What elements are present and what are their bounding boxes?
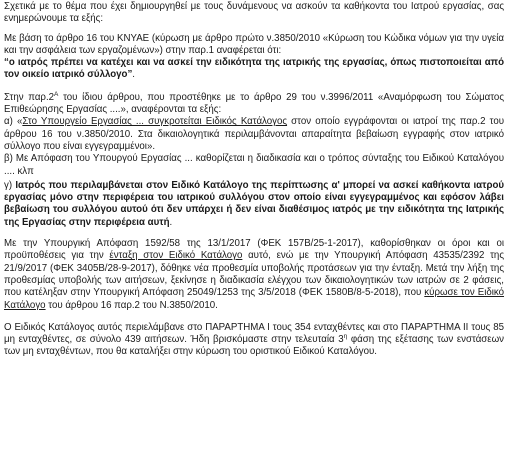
- ministerial-decision-paragraph: [4, 238, 504, 312]
- intro-text: Σχετικά με το θέμα που έχει δημιουργηθεί με τους δυνάμενους να ασκούν τα καθήκοντα του Ιατρού εργασίας, σας ενημερώνουμε τα εξής:: [4, 1, 504, 25]
- item-a-prefix: α) «: [4, 116, 23, 128]
- decision-text-3: του άρθρου 16 παρ.2 του Ν.3850/2010.: [45, 299, 218, 311]
- item-g-bold-text: Ιατρός που περιλαμβάνεται στον Ειδικό Κατάλογο της περίπτωσης α' μπορεί να ασκεί καθήκοντα ιατρού εργασίας μόνο στην περιφέρεια του ιατρικού συλλόγου στον οποίο είναι εγγεγραμμένος και εφόσον λάβει βεβαίωση του συλλόγου αυτού ότι δεν υπάρχει ή δεν είναι διαθέσιμος ιατρός με την ειδικότητα της Ιατρικής της Εργασίας στην περιφέρεια αυτή: [4, 179, 504, 228]
- item-b-paragraph: [4, 153, 504, 178]
- article-16-paragraph: [4, 33, 504, 82]
- item-g-end: .: [169, 216, 173, 228]
- par2a-superscript: Α: [54, 90, 59, 98]
- intro-paragraph: [4, 1, 504, 26]
- item-a-rest: στον οποίο εγγράφονται οι ιατροί της παρ.2 του άρθρου 16 του ν.3850/2010. Στα δικαιολογητικά περιλαμβάνονται απαραίτητα βεβαίωση εγγραφής στον ιατρικό σύλλογο που είναι εγγεγραμμένοι».: [4, 116, 505, 152]
- paragraph-2a-intro: [4, 92, 504, 117]
- catalogue-ratified-underlined-text: κύρωσε τον Ειδικό Κατάλογο: [4, 287, 505, 311]
- status-superscript: η: [343, 332, 348, 340]
- status-text-1: Ο Ειδικός Κατάλογος αυτός περιελάμβανε στο ΠΑΡΑΡΤΗΜΑ Ι τους 354 ενταχθέντες και στο ΠΑΡΑΡΤΗΜΑ ΙΙ τους 85 μη ενταχθέντες, σε σύνολο 439 αιτήσεων. Ήδη βρισκόμαστε στην τελευταία 3: [4, 321, 504, 346]
- status-text-2: φάση της εξέτασης των ενστάσεων των μη ενταχθέντων, που θα καταλήξει στην κύρωση του οριστικού Ειδικού Καταλόγου.: [4, 334, 504, 358]
- par2a-text-rest: του ίδιου άρθρου, που προστέθηκε με το άρθρο 29 του ν.3996/2011 «Αναμόρφωση του Σώματος Επιθεώρησης Εργασίας ....», αναφέρονται τα εξής:: [4, 91, 504, 116]
- item-g-prefix: γ): [4, 179, 16, 191]
- article-16-quote-end: .: [132, 69, 135, 81]
- decision-text-1: Με την Υπουργική Απόφαση 1592/58 της 13/1/2017 (ΦΕΚ 157Β/25-1-2017), καθορίσθηκαν οι όροι και οι προϋποθέσεις για την: [4, 238, 504, 262]
- article-16-text: Με βάση το άρθρο 16 του ΚΝΥΑΕ (κύρωση με άρθρο πρώτο ν.3850/2010 «Κύρωση του Κώδικα νόμων για την υγεία και την ασφάλεια των εργαζομένων») στην παρ.1 αναφέρεται ότι:: [4, 32, 504, 56]
- special-catalogue-underlined-text: Στο Υπουργείο Εργασίας ... συγκροτείται Ειδικός Κατάλογος: [22, 116, 288, 128]
- catalogue-inclusion-underlined-text: ένταξη στον Ειδικό Κατάλογο: [109, 250, 243, 262]
- par2a-text-start: Στην παρ.2: [4, 91, 55, 103]
- item-b-text: β) Με Απόφαση του Υπουργού Εργασίας ... καθορίζεται η διαδικασία και ο τρόπος σύνταξης του Ειδικού Καταλόγου .... κλπ: [4, 153, 504, 177]
- article-16-quote: “ο ιατρός πρέπει να κατέχει και να ασκεί την ειδικότητα της ιατρικής της εργασίας, όπως πιστοποιείται από τον οικείο ιατρικό σύλλογο”: [4, 57, 504, 81]
- decision-text-2: αυτό, ενώ με την Υπουργική Απόφαση 43535/2392 της 21/9/2017 (ΦΕΚ 3405Β/28-9-2017), δόθηκε νέα προθεσμία υποβολής προτάσεων για την ένταξη. Μετά την λήξη της προθεσμίας υποβολής των αιτήσεων, ξεκίνησε η διαδικασία ελέγχου των δικαιολογητικών των ιατρών σε 2 φάσεις, που κατέληξαν στην Υπουργική Απόφαση 25049/1253 της 3/5/2018 (ΦΕΚ 1580Β/8-5-2018), που: [4, 250, 504, 299]
- item-a-paragraph: [4, 116, 504, 153]
- catalogue-status-paragraph: [4, 322, 504, 359]
- item-g-paragraph: [4, 180, 504, 229]
